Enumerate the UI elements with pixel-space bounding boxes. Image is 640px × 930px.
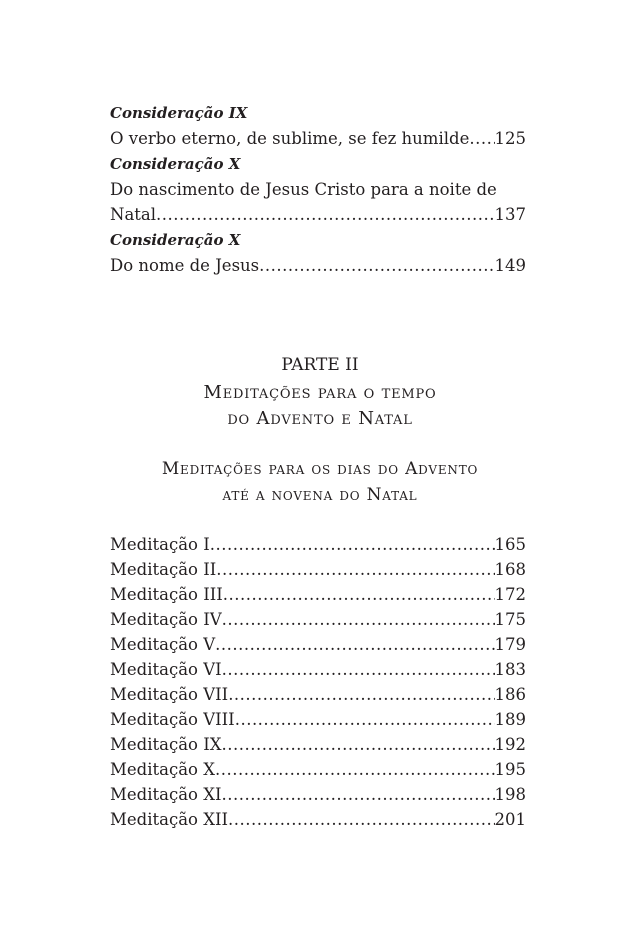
- toc-entry[interactable]: [110, 657, 526, 682]
- toc-heading: Consideração X: [110, 155, 241, 173]
- section-title: [0, 456, 640, 508]
- toc-entry-title: Meditação II: [110, 560, 217, 579]
- toc-entry[interactable]: [110, 707, 526, 732]
- part-title-line: Meditações para o tempo: [203, 382, 437, 403]
- toc-entry[interactable]: [110, 732, 526, 757]
- part-title-line: do Advento e Natal: [227, 408, 413, 429]
- dot-leader: [222, 782, 495, 807]
- toc-entry-title: Meditação VIII: [110, 710, 235, 729]
- toc-entry-page: 179: [494, 635, 526, 654]
- toc-entry-page: 189: [494, 710, 526, 729]
- toc-entry-title: Meditação III: [110, 585, 223, 604]
- toc-entry[interactable]: [110, 682, 526, 707]
- toc-entry[interactable]: [110, 582, 526, 607]
- toc-entry-page: 201: [494, 810, 526, 829]
- toc-entry[interactable]: [110, 807, 526, 832]
- toc-entry-page: 172: [494, 585, 526, 604]
- toc-entry-page: 175: [494, 610, 526, 629]
- toc-entry-page: 149: [494, 256, 526, 275]
- toc-entry[interactable]: [110, 532, 526, 557]
- toc-entry-page: 168: [494, 560, 526, 579]
- toc-entry[interactable]: [110, 607, 526, 632]
- toc-entry-page: 195: [494, 760, 526, 779]
- dot-leader: [215, 757, 495, 782]
- toc-entry[interactable]: [110, 126, 526, 151]
- toc-entry-title: Meditação V: [110, 635, 216, 654]
- part-label: PARTE II: [281, 355, 359, 375]
- dot-leader: [215, 632, 494, 657]
- toc-entry-title: Meditação X: [110, 760, 215, 779]
- dot-leader: [223, 582, 495, 607]
- toc-entry-title: Meditação VI: [110, 660, 222, 679]
- toc-entry[interactable]: [110, 782, 526, 807]
- toc-entry-title: Meditação XII: [110, 810, 229, 829]
- toc-entry[interactable]: [110, 202, 526, 227]
- section-title-line: Meditações para os dias do Advento: [161, 459, 479, 479]
- toc-entry-title: Meditação IV: [110, 610, 222, 629]
- toc-heading: Consideração X: [110, 231, 241, 249]
- toc-entry[interactable]: [110, 557, 526, 582]
- dot-leader: [216, 557, 494, 582]
- toc-entry[interactable]: [110, 757, 526, 782]
- toc-entry-page: 198: [494, 785, 526, 804]
- toc-entry-page: 192: [494, 735, 526, 754]
- toc-entry-page: 137: [494, 205, 526, 224]
- dot-leader: [222, 732, 495, 757]
- meditation-list: [110, 532, 526, 832]
- dot-leader: [222, 607, 495, 632]
- toc-entry-title-line: Do nascimento de Jesus Cristo para a noite de: [110, 180, 497, 199]
- dot-leader: [235, 707, 495, 732]
- toc-entry-page: 125: [494, 129, 526, 148]
- toc-entry-page: 183: [494, 660, 526, 679]
- toc-entry[interactable]: [110, 253, 526, 278]
- toc-entry-title: Natal: [110, 205, 157, 224]
- dot-leader: [259, 253, 494, 278]
- dot-leader: [210, 532, 495, 557]
- toc-entry-title: Meditação VII: [110, 685, 229, 704]
- toc-entry-page: 165: [494, 535, 526, 554]
- toc-entry-title: Meditação XI: [110, 785, 222, 804]
- dot-leader: [156, 202, 494, 227]
- toc-heading: Consideração IX: [110, 104, 248, 122]
- dot-leader: [469, 126, 494, 151]
- toc-entry-page: 186: [494, 685, 526, 704]
- toc-entry-title: Meditação I: [110, 535, 210, 554]
- toc-entry-title: O verbo eterno, de sublime, se fez humilde: [110, 129, 470, 148]
- dot-leader: [222, 657, 495, 682]
- toc-top-section: [110, 100, 526, 278]
- section-title-line: até a novena do Natal: [222, 485, 418, 505]
- dot-leader: [228, 807, 494, 832]
- part-title: [0, 380, 640, 432]
- toc-entry[interactable]: [110, 632, 526, 657]
- toc-entry-title: Do nome de Jesus: [110, 256, 260, 275]
- dot-leader: [228, 682, 494, 707]
- toc-entry-title: Meditação IX: [110, 735, 222, 754]
